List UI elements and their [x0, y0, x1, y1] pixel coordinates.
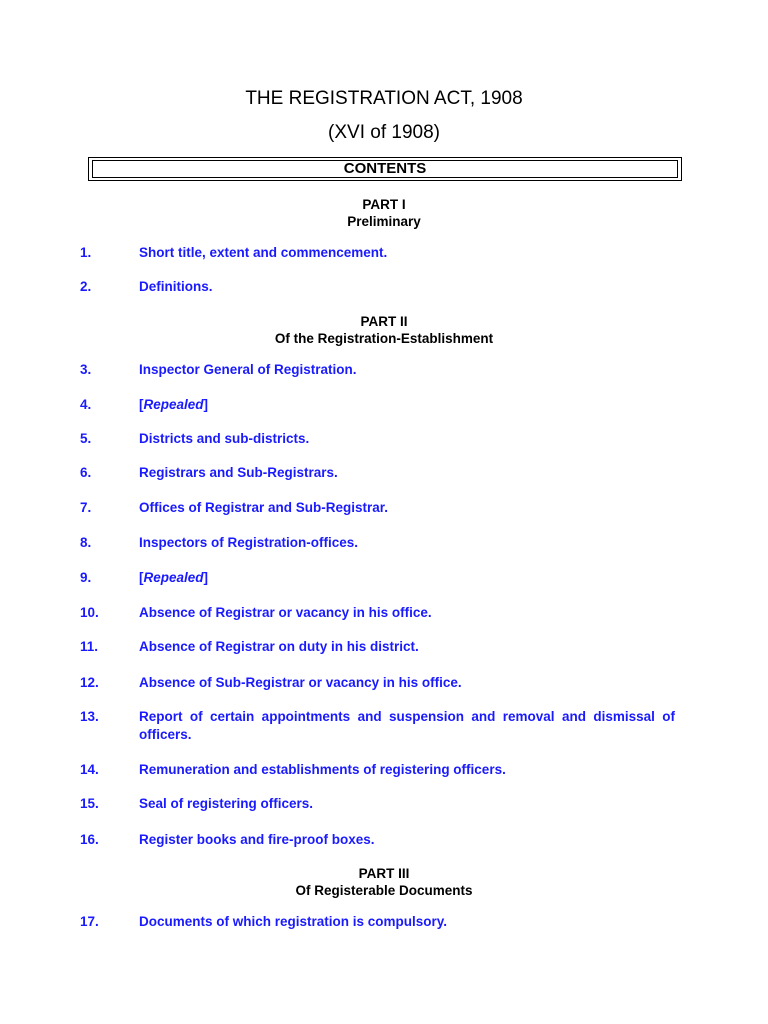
section-number: 5. [80, 431, 92, 446]
section-number: 12. [80, 675, 99, 690]
section-number: 1. [80, 245, 92, 260]
section-number: 8. [80, 535, 92, 550]
section-number: 17. [80, 914, 99, 929]
section-number: 7. [80, 500, 92, 515]
section-number: 3. [80, 362, 92, 377]
section-link[interactable]: Registrars and Sub-Registrars. [139, 465, 338, 480]
part-1-label: PART I [362, 197, 406, 212]
section-number: 6. [80, 465, 92, 480]
part-2-name: Of the Registration-Establishment [274, 331, 494, 346]
section-link[interactable]: Inspectors of Registration-offices. [139, 535, 359, 550]
part-2-label: PART II [360, 314, 408, 329]
section-link[interactable]: Inspector General of Registration. [139, 362, 357, 377]
section-number: 15. [80, 796, 99, 811]
section-link[interactable]: Offices of Registrar and Sub-Registrar. [139, 500, 389, 515]
document-title: THE REGISTRATION ACT, 1908 [245, 88, 523, 109]
section-number: 4. [80, 397, 92, 412]
repealed-label: Repealed [143, 570, 204, 585]
section-link-repealed[interactable]: [Repealed] [139, 570, 209, 585]
section-link[interactable]: Districts and sub-districts. [139, 431, 310, 446]
section-link[interactable]: Absence of Registrar or vacancy in his office. [139, 605, 432, 620]
section-number: 13. [80, 709, 99, 724]
section-link[interactable]: Absence of Sub-Registrar or vacancy in his office. [139, 675, 462, 690]
section-link[interactable]: Seal of registering officers. [139, 796, 314, 811]
repealed-label: Repealed [143, 397, 204, 412]
section-number: 14. [80, 762, 99, 777]
section-link[interactable]: Register books and fire-proof boxes. [139, 832, 375, 847]
section-link[interactable]: Report of certain appointments and suspension and removal and dismissal of officers. [139, 709, 675, 742]
document-subtitle: (XVI of 1908) [328, 122, 440, 143]
section-link[interactable]: Documents of which registration is compulsory. [139, 914, 448, 929]
section-number: 16. [80, 832, 99, 847]
section-link[interactable]: Absence of Registrar on duty in his district. [139, 639, 419, 654]
part-3-name: Of Registerable Documents [295, 883, 473, 898]
contents-heading: CONTENTS [343, 160, 427, 177]
section-link[interactable]: Short title, extent and commencement. [139, 245, 388, 260]
part-1-name: Preliminary [347, 214, 421, 229]
section-number: 10. [80, 605, 99, 620]
section-link[interactable]: Definitions. [139, 279, 213, 294]
part-3-label: PART III [358, 866, 410, 881]
section-link[interactable]: Remuneration and establishments of registering officers. [139, 762, 506, 777]
section-number: 11. [80, 639, 99, 654]
section-number: 2. [80, 279, 92, 294]
section-link-repealed[interactable]: [Repealed] [139, 397, 209, 412]
section-number: 9. [80, 570, 92, 585]
